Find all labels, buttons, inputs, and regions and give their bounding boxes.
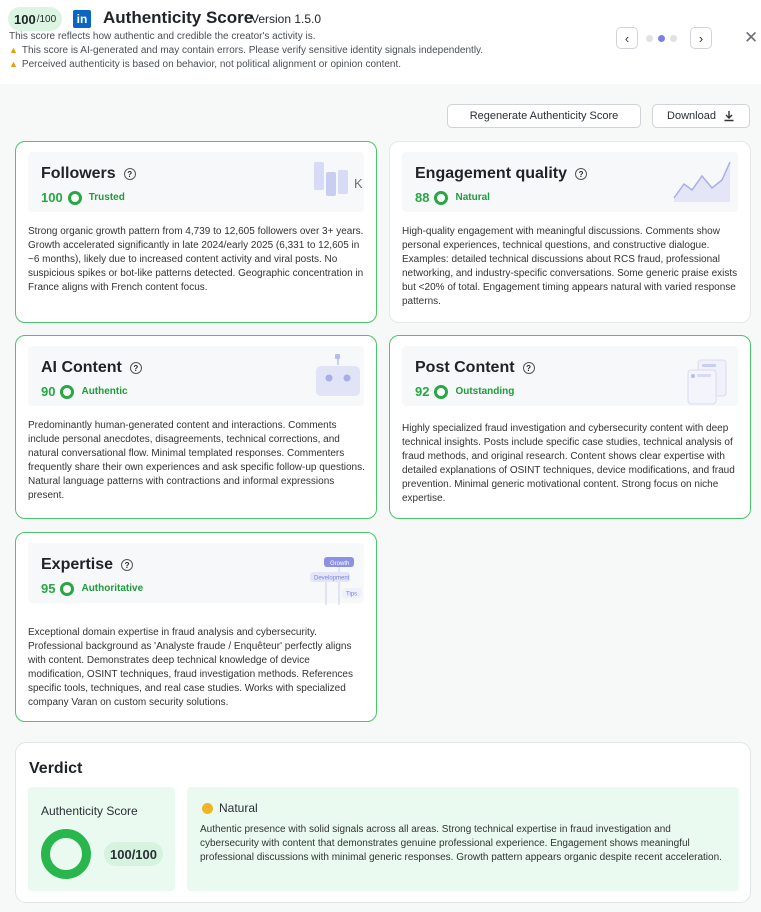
- engagement-chart-icon: [672, 158, 734, 204]
- expertise-tree-icon: [300, 555, 366, 611]
- expertise-card-header: [28, 543, 364, 603]
- chevron-right-icon: ›: [698, 30, 704, 46]
- warning-icon: ▲: [9, 45, 18, 55]
- engagement-card: [389, 141, 751, 323]
- pager-dot-active[interactable]: [658, 35, 665, 42]
- followers-score: [41, 190, 125, 205]
- score-label: Authoritative: [81, 583, 144, 594]
- ai-content-card-header: [28, 346, 364, 406]
- card-title: [415, 359, 535, 377]
- post-content-card-header: [402, 346, 738, 406]
- status-dot-icon: [202, 803, 213, 814]
- help-icon[interactable]: ?: [523, 362, 535, 374]
- expertise-card: [15, 532, 377, 722]
- linkedin-icon: [73, 10, 91, 28]
- help-icon[interactable]: ?: [575, 168, 587, 180]
- score-label: Natural: [455, 192, 490, 203]
- card-title: [41, 359, 142, 377]
- verdict-title: Verdict: [29, 760, 83, 777]
- chevron-left-icon: ‹: [624, 30, 630, 46]
- followers-illustration-text: K: [354, 176, 363, 191]
- score-value: 92: [415, 384, 430, 399]
- ai-content-card: [15, 335, 377, 519]
- tag-growth-text: Growth: [330, 561, 350, 567]
- engagement-body: High-quality engagement with meaningful discussions. Comments show personal experiences, technical questions, and constructive dialogue. Examples: detailed technical discussions about RCS fraud, professional networking, and industry-specific conversations. Some generic praise exists but <20% of total. Engagement timing appears natural with varied response patterns.: [402, 226, 738, 307]
- expertise-body: Exceptional domain expertise in fraud analysis and cybersecurity. Professional background as 'Analyste fraude / Enquêteur' perfectly aligns with content. Demonstrates deep technical knowledge of device modification, OSINT techniques, fraud investigation methods. References specific tools, techniques, and real case studies. Works with specialized company Varan on custom security solutions.: [28, 627, 353, 708]
- posts-illustration-icon: [680, 358, 740, 408]
- download-icon: [723, 110, 735, 122]
- app-version: Version 1.5.0: [251, 12, 322, 26]
- score-value: 90: [41, 384, 56, 399]
- score-value: 95: [41, 581, 56, 596]
- linkedin-logo-text: in: [76, 12, 88, 26]
- score-value: 100: [41, 190, 63, 205]
- verdict-status-label: Natural: [219, 801, 258, 815]
- score-pill-value: 100: [14, 11, 36, 27]
- verdict-summary-text: Authentic presence with solid signals across all areas. Strong technical expertise in fraud investigation and cybersecurity with content that demonstrates genuine professional experience. Engagement shows meaningful professional discussions with minimal generic responses. Growth pattern appears organic despite recent acceleration.: [200, 824, 722, 863]
- followers-card-header: [28, 152, 364, 212]
- warning-icon: ▲: [9, 59, 18, 69]
- authenticity-score-box: [28, 787, 175, 891]
- score-ring-icon: [68, 191, 82, 205]
- card-title: [41, 165, 136, 183]
- warning-line-perception: [9, 59, 401, 70]
- ai-content-body: Predominantly human-generated content and interactions. Comments include personal anecdotes, disagreements, technical corrections, and natural conversational flow. Minimal templated responses. Commenters frequently share their own experiences and ask specific follow-up questions. Natural language patterns with contractions and informal expressions present.: [28, 420, 365, 501]
- pager-dots: [646, 35, 677, 42]
- score-label: Trusted: [88, 192, 125, 203]
- followers-body: Strong organic growth pattern from 4,739 to 12,605 followers over 3+ years. Growth accelerated significantly in late 2024/early 2025 (6,331 to 12,605 in ~6 months), likely due to increased content activity and viral posts. No suspicious spikes or bot-like patterns detected. Geographic concentration in France aligns with French content focus.: [28, 226, 364, 293]
- regenerate-button[interactable]: [447, 104, 641, 128]
- prev-button[interactable]: [616, 27, 638, 49]
- post-content-score: [415, 384, 514, 399]
- pager-dot[interactable]: [670, 35, 677, 42]
- tag-development-text: Development: [314, 575, 350, 582]
- help-icon[interactable]: ?: [130, 362, 142, 374]
- robot-icon: [312, 352, 364, 400]
- help-icon[interactable]: ?: [121, 559, 133, 571]
- score-ring-icon: [60, 582, 74, 596]
- post-content-title: Post Content: [415, 359, 515, 376]
- header: [0, 0, 761, 84]
- score-label: Outstanding: [455, 386, 515, 397]
- help-icon[interactable]: ?: [124, 168, 136, 180]
- score-ring-icon: [434, 191, 448, 205]
- score-donut-icon: [41, 829, 91, 879]
- post-content-body: Highly specialized fraud investigation and cybersecurity content with deep technical insights. Posts include specific case studies, technical analysis of fraud methods, and original research. Content shows clear expertise with detailed explanations of OSINT techniques, device modifications, and fraud prevention. Minimal generic motivational content. Strong focus on niche expertise.: [402, 423, 735, 504]
- regenerate-label: Regenerate Authenticity Score: [469, 110, 619, 122]
- score-pill-total: /100: [36, 13, 57, 25]
- followers-title: Followers: [41, 165, 116, 182]
- ai-content-score: [41, 384, 128, 399]
- card-title: [41, 556, 133, 574]
- download-button[interactable]: [652, 104, 750, 128]
- followers-card: [15, 141, 377, 323]
- post-content-card: [389, 335, 751, 519]
- warning-text-ai: This score is AI-generated and may contain errors. Please verify sensitive identity signals independently.: [21, 45, 484, 56]
- engagement-card-header: [402, 152, 738, 212]
- score-label: Authentic: [81, 386, 128, 397]
- score-ring-icon: [60, 385, 74, 399]
- authenticity-score-value: 100/100: [104, 842, 163, 866]
- ai-content-title: AI Content: [41, 359, 122, 376]
- expertise-title: Expertise: [41, 556, 114, 573]
- followers-illustration-icon: [312, 160, 368, 202]
- score-ring-icon: [434, 385, 448, 399]
- verdict-panel: [15, 742, 751, 903]
- verdict-status: [202, 801, 258, 815]
- description-line: This score reflects how authentic and credible the creator's activity is.: [9, 31, 316, 42]
- warning-text-perception: Perceived authenticity is based on behavior, not political alignment or opinion content.: [21, 59, 402, 70]
- expertise-score: [41, 581, 143, 596]
- score-pill: [8, 7, 62, 31]
- pager-dot[interactable]: [646, 35, 653, 42]
- next-button[interactable]: [690, 27, 712, 49]
- score-value: 88: [415, 190, 430, 205]
- card-title: [415, 165, 587, 183]
- warning-line-ai: [9, 45, 483, 56]
- engagement-title: Engagement quality: [415, 165, 568, 182]
- download-label: Download: [667, 110, 716, 122]
- close-icon[interactable]: ✕: [744, 28, 759, 47]
- verdict-summary-box: [187, 787, 739, 891]
- engagement-score: [415, 190, 490, 205]
- authenticity-score-label: Authenticity Score: [41, 804, 138, 818]
- tag-tips-text: Tips: [346, 591, 358, 598]
- app-title: Authenticity Score: [103, 8, 254, 27]
